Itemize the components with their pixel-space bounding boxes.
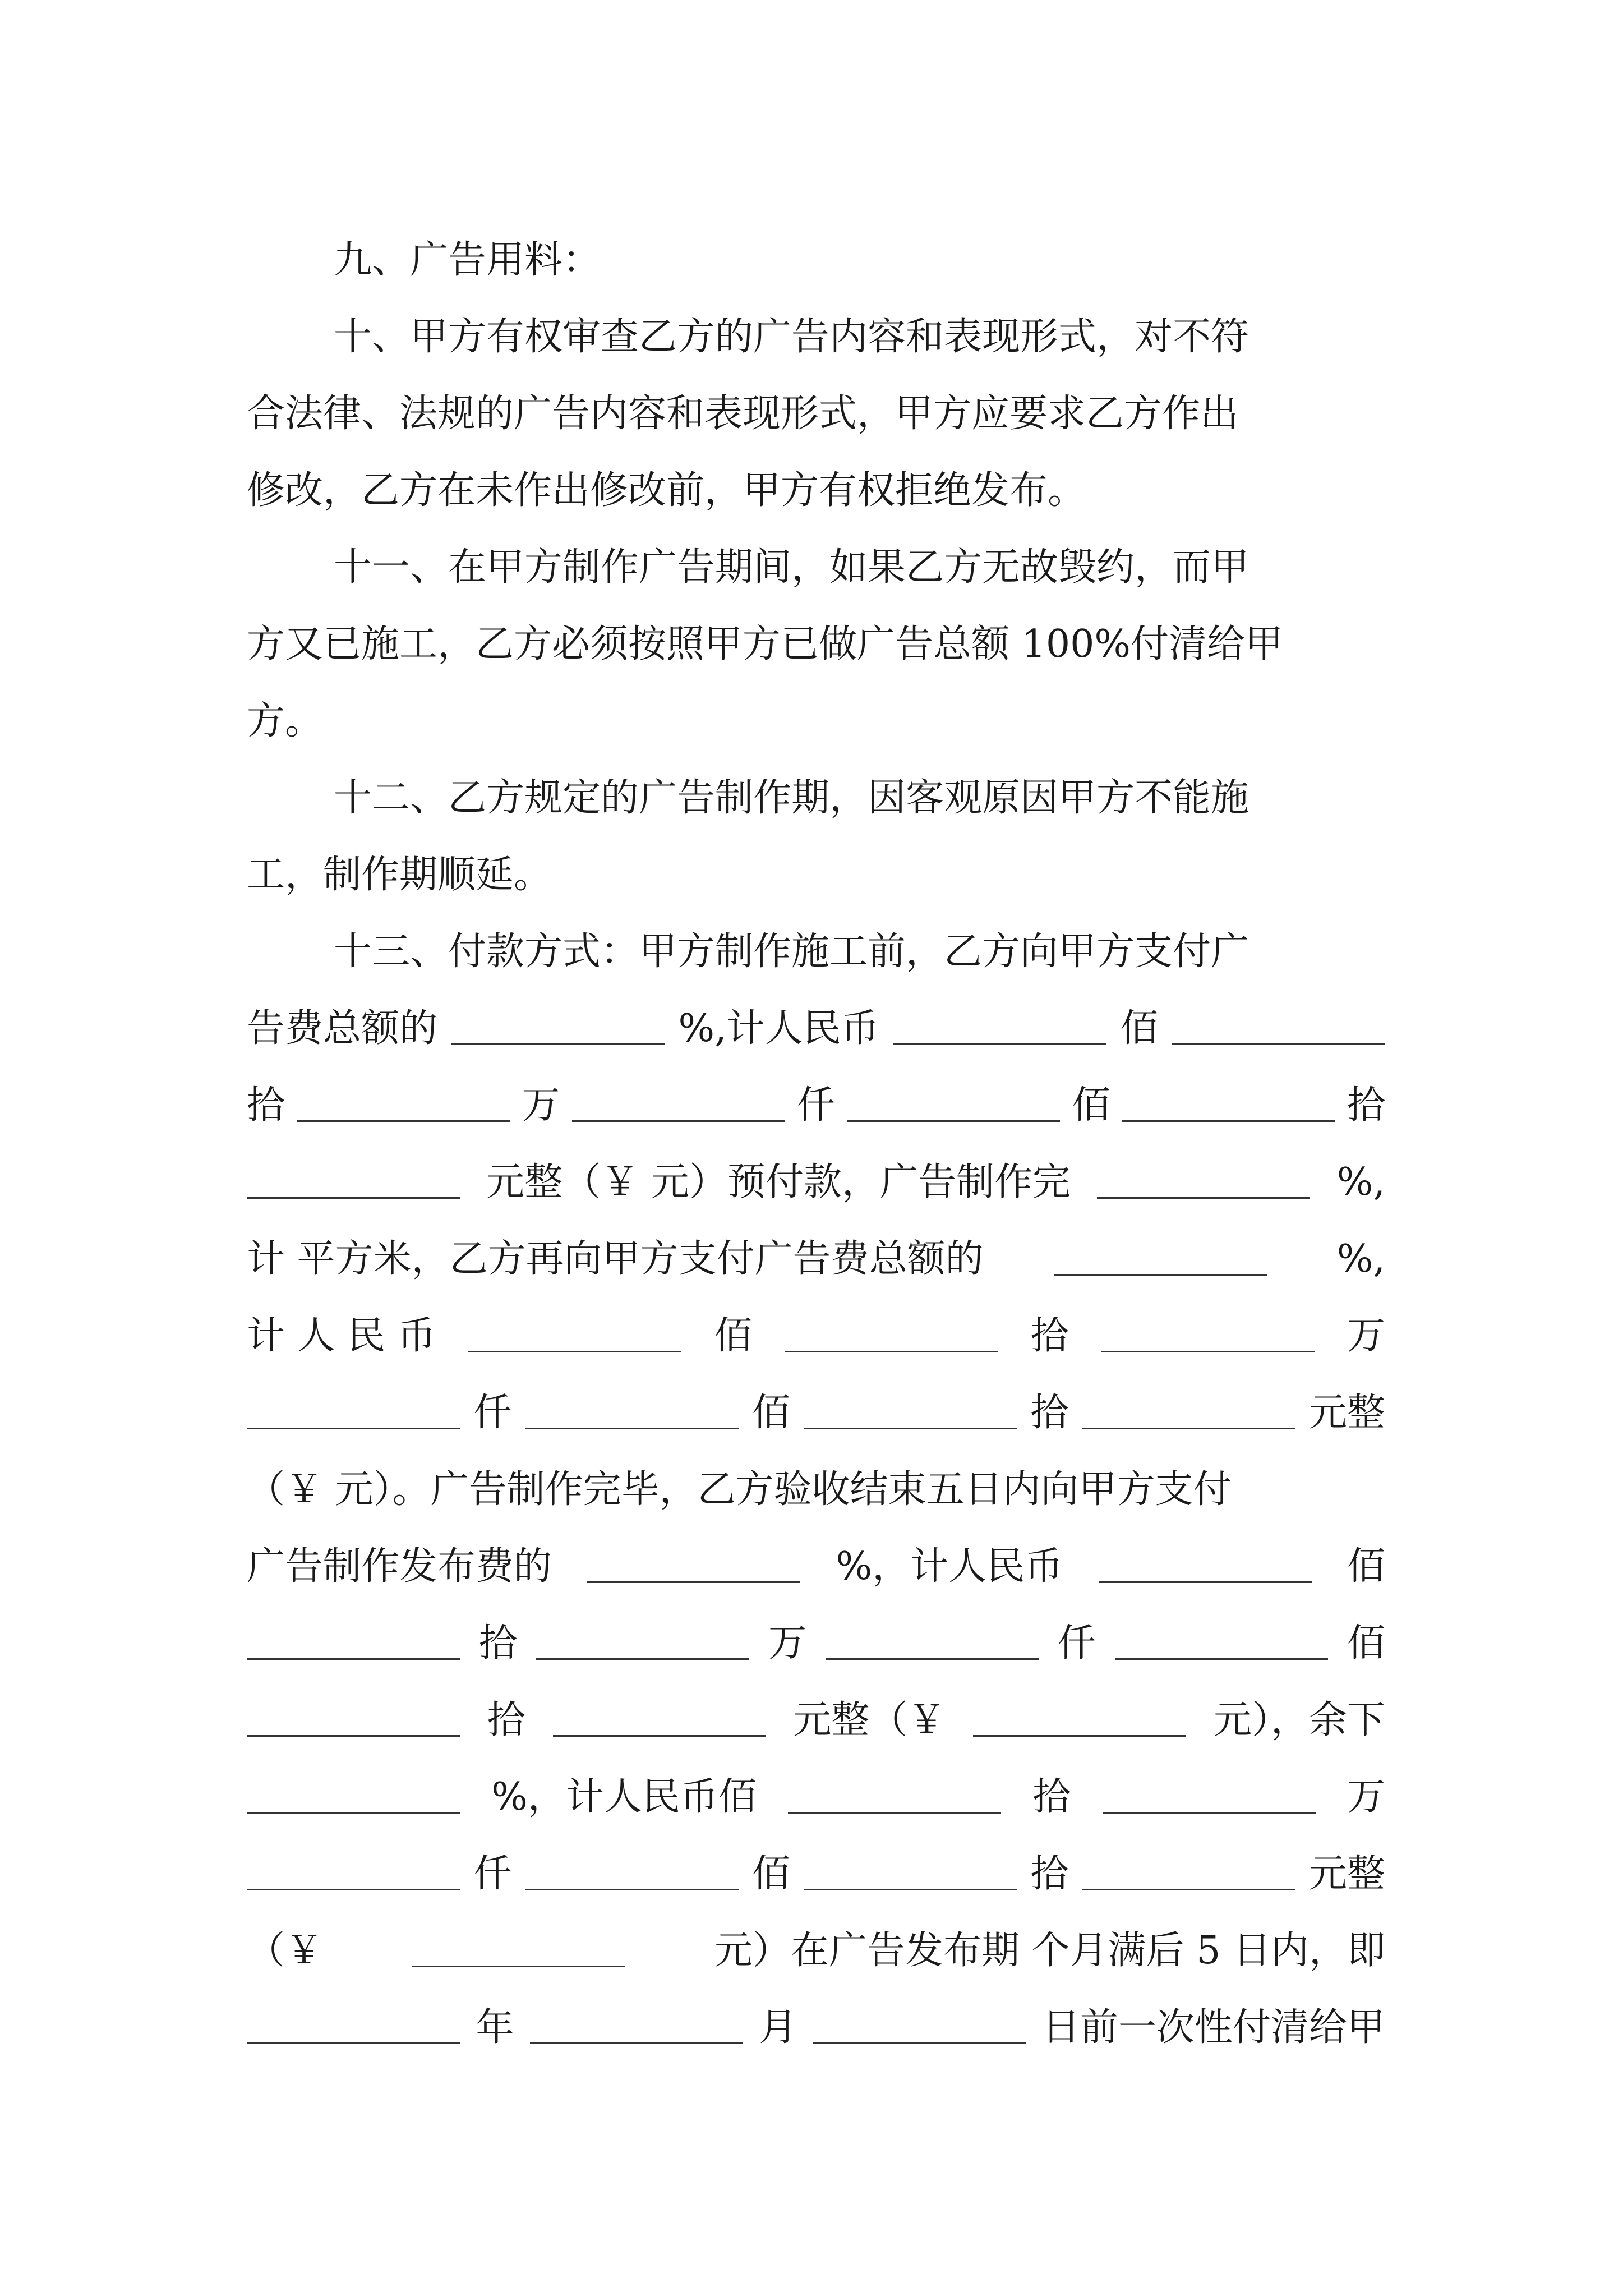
fill-blank[interactable] <box>804 1428 1017 1429</box>
fill-blank[interactable] <box>451 1043 665 1045</box>
text: %,计人民币 <box>678 1006 879 1051</box>
clause-11-line-2 <box>247 606 1385 683</box>
fill-blank[interactable] <box>572 1120 785 1122</box>
text: 合法律、法规的广告内容和表现形式，甲方应要求乙方作出 <box>247 392 1239 436</box>
clause-10-line-2 <box>247 375 1385 452</box>
clause-13-line-14 <box>247 1912 1385 1989</box>
text: 元整 <box>1308 1852 1385 1896</box>
text: 拾 <box>1030 1391 1069 1435</box>
fill-blank[interactable] <box>973 1735 1186 1737</box>
fill-blank[interactable] <box>1115 1658 1328 1660</box>
fill-blank[interactable] <box>468 1351 681 1352</box>
text: %, <box>1336 1160 1385 1204</box>
text: 工，制作期顺延。 <box>247 853 552 897</box>
text: 万 <box>522 1083 560 1128</box>
text: 仟 <box>1057 1621 1096 1665</box>
text: 修改，乙方在未作出修改前，甲方有权拒绝发布。 <box>247 468 1086 513</box>
text: %，计人民币佰 <box>491 1775 757 1819</box>
fill-blank[interactable] <box>785 1351 998 1352</box>
text: 拾 <box>1347 1083 1385 1128</box>
text: 元整（￥ 元）预付款，广告制作完 <box>486 1160 1071 1204</box>
fill-blank[interactable] <box>1082 1889 1295 1890</box>
text: 广告制作发布费的 <box>247 1544 552 1589</box>
clause-11-line-3 <box>247 683 1385 760</box>
clause-13-line-7 <box>247 1374 1385 1451</box>
fill-blank[interactable] <box>1097 1197 1310 1199</box>
clause-13-line-5 <box>247 1221 1385 1297</box>
text: 仟 <box>473 1852 512 1896</box>
fill-blank[interactable] <box>826 1658 1039 1660</box>
text: 年 <box>476 2005 514 2050</box>
clause-10-line-1 <box>247 298 1385 375</box>
fill-blank[interactable] <box>247 1889 460 1890</box>
clause-13-line-10 <box>247 1605 1385 1682</box>
fill-blank[interactable] <box>893 1043 1106 1045</box>
clause-13-line-15 <box>247 1989 1385 2066</box>
clause-13-line-9 <box>247 1528 1385 1605</box>
text: 拾 <box>487 1698 525 1742</box>
text: 万 <box>1347 1314 1385 1358</box>
text: 方又已施工，乙方必须按照甲方已做广告总额 100%付清给甲 <box>247 622 1284 666</box>
fill-blank[interactable] <box>297 1120 510 1122</box>
fill-blank[interactable] <box>525 1428 739 1429</box>
text: 拾 <box>1030 1314 1069 1358</box>
text: 拾 <box>1030 1852 1069 1896</box>
fill-blank[interactable] <box>247 1812 460 1814</box>
text: 佰 <box>1120 1006 1159 1051</box>
text: 佰 <box>751 1852 790 1896</box>
clause-13-line-3 <box>247 1067 1385 1144</box>
clause-13-line-11 <box>247 1682 1385 1759</box>
text: 元）在广告发布期 个月满后 5 日内，即 <box>714 1929 1385 1973</box>
text: 元），余下 <box>1213 1698 1385 1742</box>
text: 十二、乙方规定的广告制作期，因客观原因甲方不能施 <box>334 776 1249 820</box>
text: 仟 <box>796 1083 835 1128</box>
text: 佰 <box>751 1391 790 1435</box>
clause-13-line-2 <box>247 990 1385 1067</box>
text: 计 人 民 币 <box>247 1314 436 1358</box>
text: 十一、在甲方制作广告期间，如果乙方无故毁约，而甲 <box>334 545 1249 590</box>
fill-blank[interactable] <box>247 1735 460 1737</box>
fill-blank[interactable] <box>788 1812 1001 1814</box>
text: 佰 <box>1072 1083 1110 1128</box>
fill-blank[interactable] <box>525 1889 739 1890</box>
fill-blank[interactable] <box>1103 1812 1316 1814</box>
text: %，计人民币 <box>836 1544 1063 1589</box>
fill-blank[interactable] <box>1172 1043 1385 1045</box>
clause-9-heading <box>247 222 1385 298</box>
document-page <box>247 222 1385 2066</box>
text: 拾 <box>247 1083 285 1128</box>
fill-blank[interactable] <box>247 1428 460 1429</box>
clause-13-line-1 <box>247 913 1385 990</box>
text: 月 <box>759 2005 797 2050</box>
fill-blank[interactable] <box>1099 1581 1312 1583</box>
text: 拾 <box>1032 1775 1071 1819</box>
clause-13-line-6 <box>247 1297 1385 1374</box>
clause-13-line-8 <box>247 1451 1385 1528</box>
fill-blank[interactable] <box>1054 1274 1267 1276</box>
text: （￥ <box>247 1929 324 1973</box>
fill-blank[interactable] <box>847 1120 1060 1122</box>
fill-blank[interactable] <box>247 1197 460 1199</box>
fill-blank[interactable] <box>530 2042 743 2044</box>
fill-blank[interactable] <box>247 1658 460 1660</box>
text: 九、广告用料： <box>334 238 601 282</box>
text: 万 <box>1347 1775 1385 1819</box>
text: 方。 <box>247 699 324 743</box>
fill-blank[interactable] <box>587 1581 800 1583</box>
text: 十三、付款方式：甲方制作施工前，乙方向甲方支付广 <box>334 930 1249 974</box>
fill-blank[interactable] <box>247 2042 460 2044</box>
fill-blank[interactable] <box>813 2042 1026 2044</box>
text: 仟 <box>473 1391 512 1435</box>
text: 元整（￥ <box>793 1698 946 1742</box>
fill-blank[interactable] <box>804 1889 1017 1890</box>
fill-blank[interactable] <box>1122 1120 1335 1122</box>
fill-blank[interactable] <box>553 1735 766 1737</box>
text: 计 平方米，乙方再向甲方支付广告费总额的 <box>247 1237 984 1281</box>
fill-blank[interactable] <box>1082 1428 1295 1429</box>
text: 佰 <box>1347 1621 1385 1665</box>
fill-blank[interactable] <box>1101 1351 1315 1352</box>
text: 拾 <box>478 1621 517 1665</box>
text: 佰 <box>1347 1544 1385 1589</box>
text: （￥ 元）。广告制作完毕，乙方验收结束五日内向甲方支付 <box>247 1467 1232 1512</box>
fill-blank[interactable] <box>536 1658 749 1660</box>
clause-13-line-13 <box>247 1835 1385 1912</box>
clause-13-line-12 <box>247 1759 1385 1835</box>
clause-12-line-2 <box>247 836 1385 913</box>
text: 元整 <box>1308 1391 1385 1435</box>
text: 佰 <box>714 1314 753 1358</box>
text: 告费总额的 <box>247 1006 438 1051</box>
text: 十、甲方有权审查乙方的广告内容和表现形式，对不符 <box>334 315 1249 359</box>
fill-blank[interactable] <box>412 1966 625 1967</box>
clause-13-line-4 <box>247 1144 1385 1221</box>
clause-12-line-1 <box>247 760 1385 836</box>
clause-11-line-1 <box>247 529 1385 606</box>
text: 日前一次性付清给甲 <box>1041 2005 1385 2050</box>
text: %, <box>1336 1237 1385 1281</box>
clause-10-line-3 <box>247 452 1385 529</box>
text: 万 <box>768 1621 806 1665</box>
